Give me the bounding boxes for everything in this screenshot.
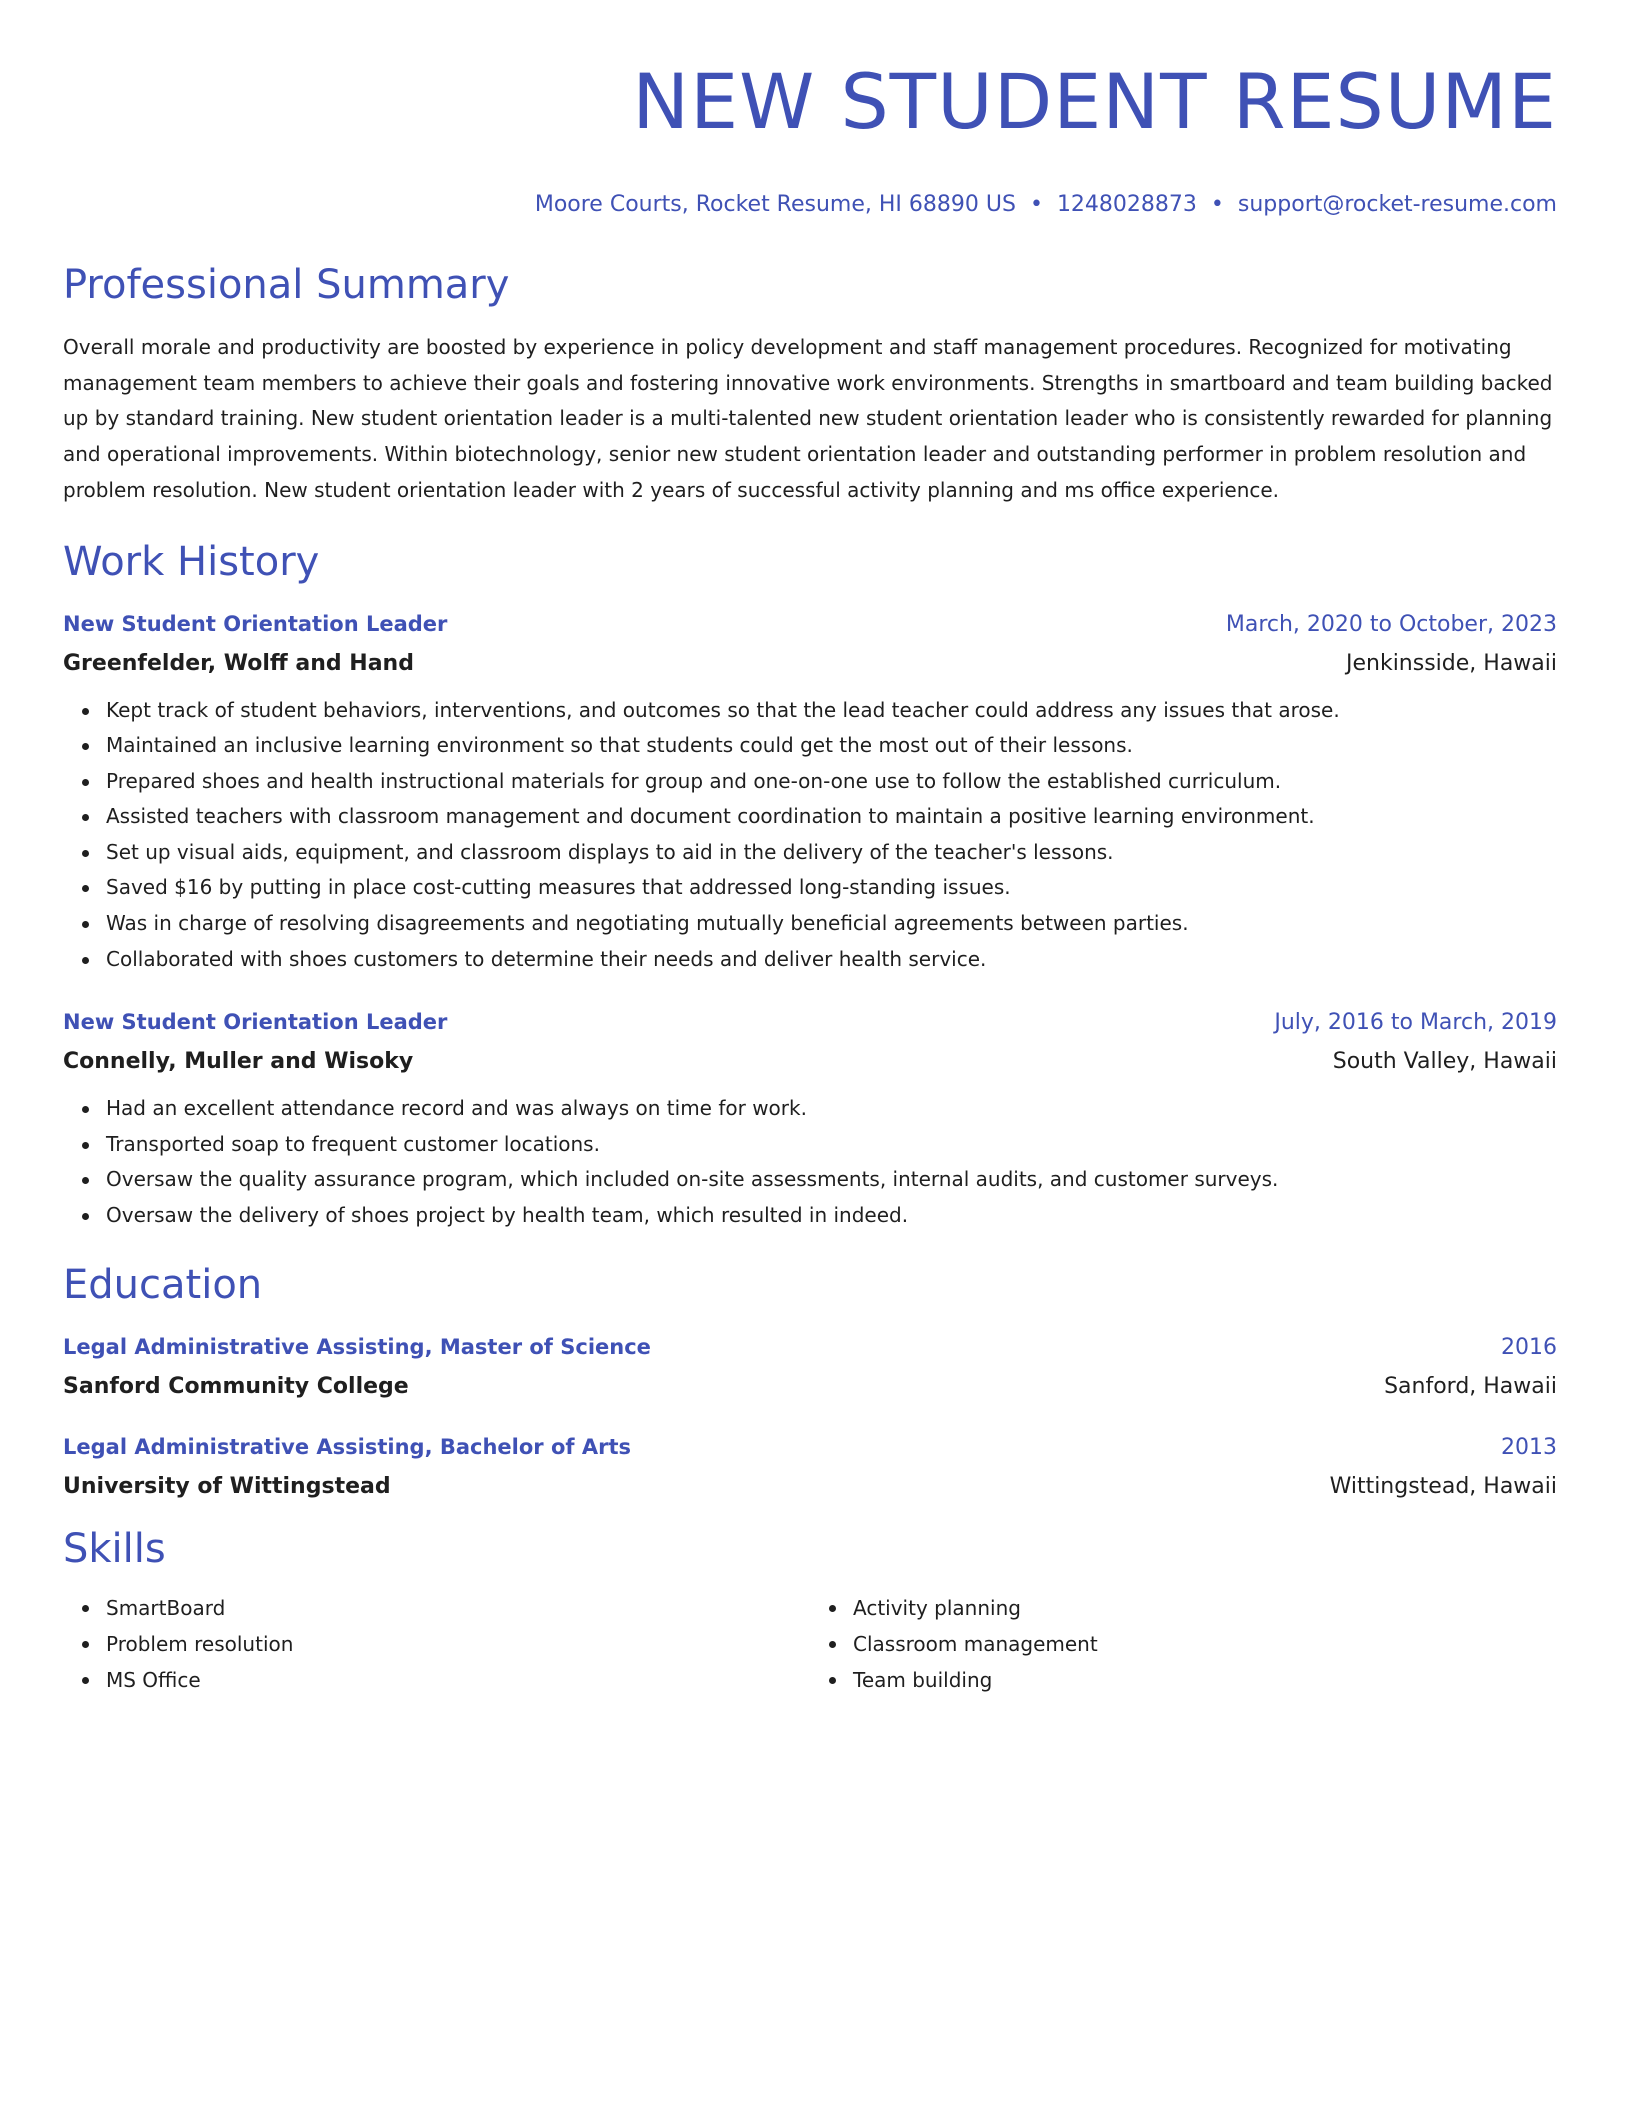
education-school: Sanford Community College: [63, 1373, 409, 1399]
job-bullets: [63, 1091, 1557, 1233]
job-bullet: Kept track of student behaviors, interventions, and outcomes so that the lead teacher could address any issues that arose.: [106, 693, 1557, 729]
job-bullet: Saved $16 by putting in place cost-cutting measures that addressed long-standing issues.: [106, 870, 1557, 906]
job-bullet: Oversaw the quality assurance program, which included on-site assessments, internal audits, and customer surveys.: [106, 1162, 1557, 1198]
education-year: 2013: [1501, 1434, 1557, 1460]
job-dates: July, 2016 to March, 2019: [1274, 1010, 1557, 1036]
education-location: Sanford, Hawaii: [1384, 1373, 1557, 1399]
job-bullet: Set up visual aids, equipment, and classroom displays to aid in the delivery of the teacher's lessons.: [106, 835, 1557, 871]
education-school-row: [63, 1372, 1557, 1402]
section-title-skills: Skills: [63, 1525, 166, 1572]
education-school-row: [63, 1472, 1557, 1502]
job-role: New Student Orientation Leader: [63, 1010, 448, 1035]
section-title-summary: Professional Summary: [63, 262, 510, 308]
contact-line: [63, 190, 1557, 220]
job-bullet: Assisted teachers with classroom management and document coordination to maintain a positive learning environment.: [106, 799, 1557, 835]
job-bullet: Maintained an inclusive learning environment so that students could get the most out of their lessons.: [106, 728, 1557, 764]
contact-separator: •: [1029, 192, 1043, 217]
skills-list: [63, 1590, 1557, 1699]
education-entry: [63, 1432, 1557, 1502]
skill-item: Activity planning: [853, 1590, 1557, 1626]
job-bullet: Had an excellent attendance record and was always on time for work.: [106, 1091, 1557, 1127]
address: Moore Courts, Rocket Resume, HI 68890 US: [534, 192, 1016, 217]
job-bullets: [63, 693, 1557, 978]
email: support@rocket-resume.com: [1237, 192, 1557, 217]
phone: 1248028873: [1056, 192, 1197, 217]
education-location: Wittingstead, Hawaii: [1329, 1473, 1557, 1499]
job-entry: [63, 609, 1557, 978]
job-header-row: [63, 1007, 1557, 1038]
skill-item: SmartBoard: [106, 1590, 810, 1626]
job-company: Greenfelder, Wolff and Hand: [63, 650, 414, 676]
section-title-work-history: Work History: [63, 538, 320, 585]
section-title-education: Education: [63, 1261, 263, 1308]
education-year: 2016: [1501, 1334, 1557, 1360]
skill-item: Team building: [853, 1662, 1557, 1698]
job-bullet: Collaborated with shoes customers to determine their needs and deliver health service.: [106, 942, 1557, 978]
job-company-row: [63, 649, 1557, 679]
education-degree: Legal Administrative Assisting, Bachelor of Arts: [63, 1434, 631, 1459]
education-entry: [63, 1332, 1557, 1402]
job-company-row: [63, 1047, 1557, 1077]
skill-item: Classroom management: [853, 1626, 1557, 1662]
resume-page: [63, 0, 1557, 1699]
job-bullet: Oversaw the delivery of shoes project by health team, which resulted in indeed.: [106, 1198, 1557, 1234]
job-dates: March, 2020 to October, 2023: [1225, 611, 1557, 637]
education-header-row: [63, 1332, 1557, 1363]
skill-item: Problem resolution: [106, 1626, 810, 1662]
job-company: Connelly, Muller and Wisoky: [63, 1049, 414, 1075]
summary-text: Overall morale and productivity are boosted by experience in policy development and staff management procedures. Recognized for motivating management team members to achieve their goals and fostering innovative work environments. Strengths in smartboard and team building backed up by standard training. New student orientation leader is a multi-talented new student orientation leader who is consistently rewarded for planning and operational improvements. Within biotechnology, senior new student orientation leader and outstanding performer in problem resolution and problem resolution. New student orientation leader with 2 years of successful activity planning and ms office experience.: [63, 335, 1553, 502]
skills-column-right: [810, 1590, 1557, 1699]
education-school: University of Wittingstead: [63, 1473, 391, 1499]
job-bullet: Transported soap to frequent customer locations.: [106, 1127, 1557, 1163]
skill-item: MS Office: [106, 1662, 810, 1698]
education-degree: Legal Administrative Assisting, Master of Science: [63, 1334, 651, 1359]
job-entry: [63, 1007, 1557, 1233]
job-location: South Valley, Hawaii: [1332, 1049, 1557, 1075]
education-header-row: [63, 1432, 1557, 1463]
contact-separator: •: [1210, 192, 1224, 217]
job-header-row: [63, 609, 1557, 640]
job-bullet: Was in charge of resolving disagreements and negotiating mutually beneficial agreements between parties.: [106, 906, 1557, 942]
job-role: New Student Orientation Leader: [63, 611, 448, 636]
job-location: Jenkinsside, Hawaii: [1345, 650, 1557, 676]
resume-title: NEW STUDENT RESUME: [632, 57, 1557, 146]
skills-column-left: [63, 1590, 810, 1699]
job-bullet: Prepared shoes and health instructional materials for group and one-on-one use to follow the established curriculum.: [106, 764, 1557, 800]
